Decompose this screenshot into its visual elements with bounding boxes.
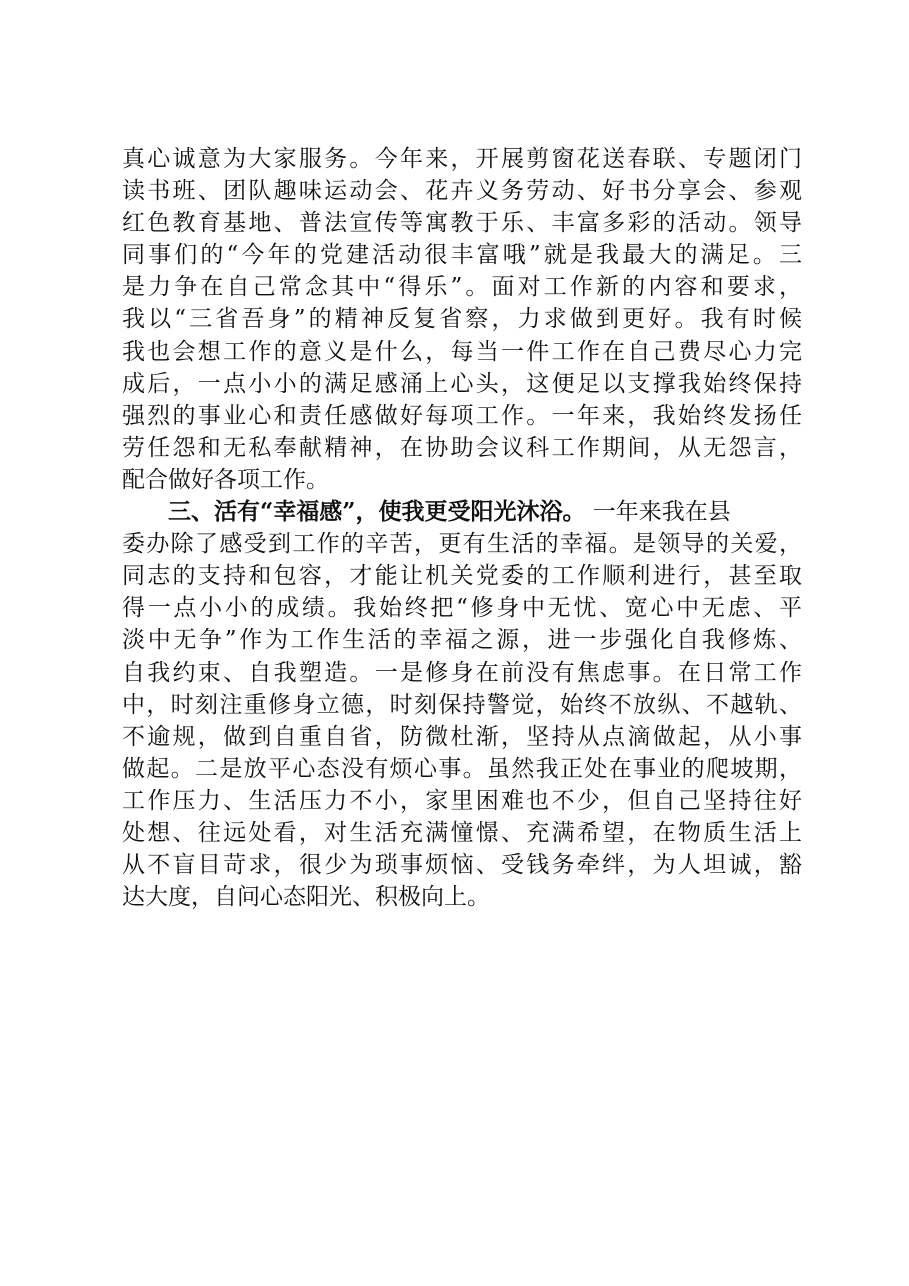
section-heading: 三、活有“幸福感”，使我更受阳光沐浴。 [168, 498, 586, 526]
text-line: 中，时刻注重修身立德，时刻保持警觉，始终不放纵、不越轨、 [122, 691, 802, 718]
text-line: 得一点小小的成绩。我始终把“修身中无忧、宽心中无虑、平 [122, 595, 802, 622]
section-heading-line [122, 496, 802, 528]
text-line: 读书班、团队趣味运动会、花卉义务劳动、好书分享会、参观 [122, 178, 802, 205]
text-line: 委办除了感受到工作的辛苦，更有生活的幸福。是领导的关爱， [122, 531, 802, 558]
text-line: 是力争在自己常念其中“得乐”。面对工作新的内容和要求， [122, 274, 802, 301]
text-line: 达大度，自问心态阳光、积极向上。 [122, 884, 490, 911]
text-line: 淡中无争”作为工作生活的幸福之源，进一步强化自我修炼、 [122, 627, 802, 654]
text-line: 真心诚意为大家服务。今年来，开展剪窗花送春联、专题闭门 [122, 146, 802, 172]
text-line: 配合做好各项工作。 [122, 466, 329, 493]
text-line: 劳任怨和无私奉献精神，在协助会议科工作期间，从无怨言， [122, 434, 802, 461]
text-line: 同志的支持和包容，才能让机关党委的工作顺利进行，甚至取 [122, 563, 802, 590]
text-line: 自我约束、自我塑造。一是修身在前没有焦虑事。在日常工作 [122, 659, 802, 686]
text-line: 红色教育基地、普法宣传等寓教于乐、丰富多彩的活动。领导 [122, 210, 802, 237]
text-line: 我以“三省吾身”的精神反复省察，力求做到更好。我有时候 [122, 306, 802, 333]
text-line: 从不盲目苛求，很少为琐事烦恼、受钱务牵绊，为人坦诚，豁 [122, 852, 802, 879]
text-line: 做起。二是放平心态没有烦心事。虽然我正处在事业的爬坡期， [122, 755, 802, 782]
text-line-continuation: 一年来我在县 [585, 499, 731, 526]
text-line: 成后，一点小小的满足感涌上心头，这便足以支撑我始终保持 [122, 370, 802, 397]
text-line: 我也会想工作的意义是什么，每当一件工作在自己费尽心力完 [122, 338, 802, 365]
text-line: 同事们的“今年的党建活动很丰富哦”就是我最大的满足。三 [122, 242, 802, 269]
text-line: 工作压力、生活压力不小，家里困难也不少，但自己坚持往好 [122, 787, 802, 814]
text-line: 强烈的事业心和责任感做好每项工作。一年来，我始终发扬任 [122, 402, 802, 429]
text-line: 处想、往远处看，对生活充满憧憬、充满希望，在物质生活上 [122, 819, 802, 846]
document-body [122, 143, 802, 913]
text-line: 不逾规，做到自重自省，防微杜渐，坚持从点滴做起，从小事 [122, 723, 802, 750]
